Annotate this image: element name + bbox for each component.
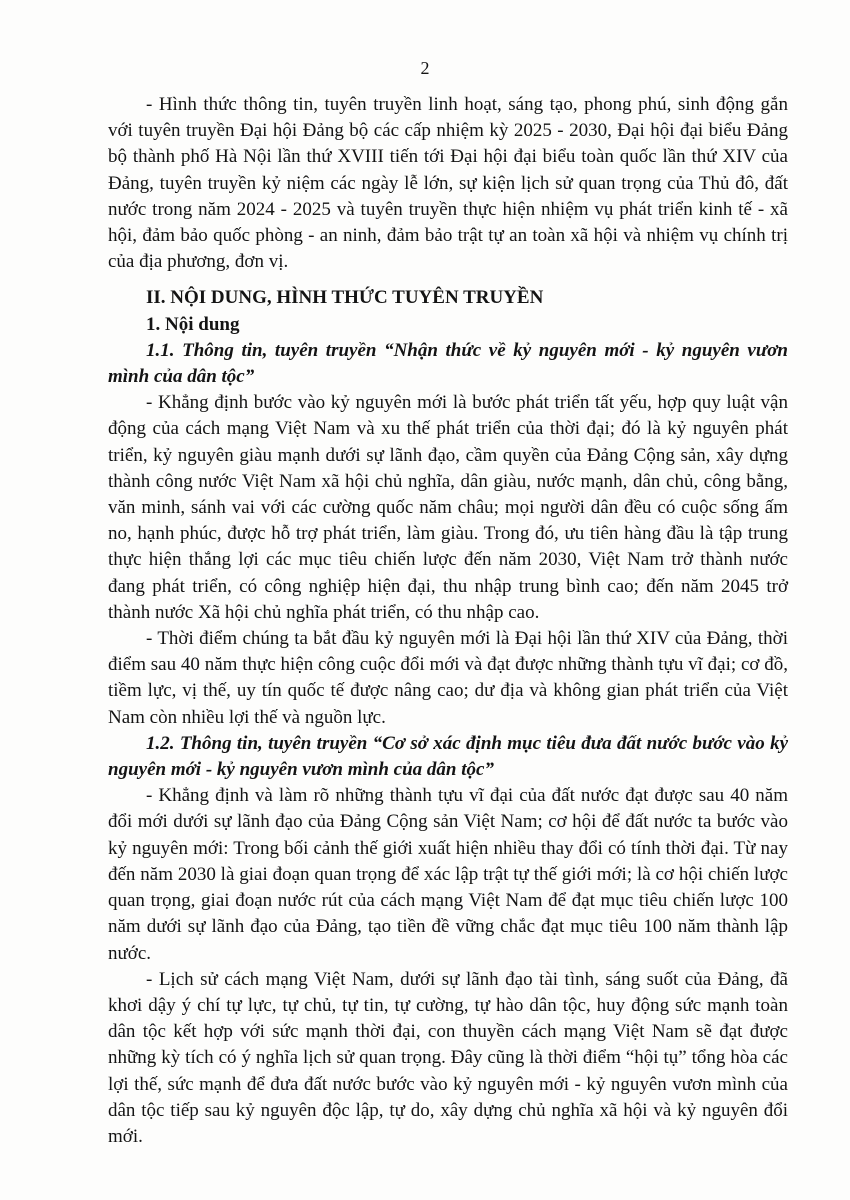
paragraph-new-era-timing: - Thời điểm chúng ta bắt đầu kỷ nguyên mới là Đại hội lần thứ XIV của Đảng, thời điểm sau 40 năm thực hiện công cuộc đổi mới và đạt được những thành tựu vĩ đại; cơ đồ, tiềm lực, vị thế, uy tín quốc tế được nâng cao; dư địa và không gian phát triển của Việt Nam còn nhiều lợi thế và nguồn lực. (108, 628, 788, 728)
section-heading: II. NỘI DUNG, HÌNH THỨC TUYÊN TRUYỀN (146, 287, 544, 309)
paragraph-achievements: - Khẳng định và làm rõ những thành tựu vĩ đại của đất nước đạt được sau 40 năm đổi mới dưới sự lãnh đạo của Đảng Cộng sản Việt Nam; cơ hội để đất nước ta bước vào kỷ nguyên mới: Trong bối cảnh thế giới xuất hiện nhiều thay đổi có tính thời đại. Từ nay đến năm 2030 là giai đoạn quan trọng để xác lập trật tự thế giới mới; là cơ hội chiến lược quan trọng, giai đoạn nước rút của cách mạng Việt Nam để đạt mục tiêu chiến lược 100 năm dưới sự lãnh đạo của Đảng, tạo tiền đề vững chắc đạt mục tiêu 100 năm thành lập nước. (108, 785, 788, 964)
document-body (108, 92, 788, 1150)
paragraph-communication-form: - Hình thức thông tin, tuyên truyền linh hoạt, sáng tạo, phong phú, sinh động gắn với tuyên truyền Đại hội Đảng bộ các cấp nhiệm kỳ 2025 - 2030, Đại hội đại biểu Đảng bộ thành phố Hà Nội lần thứ XVIII tiến tới Đại hội đại biểu toàn quốc lần thứ XIV của Đảng, tuyên truyền kỷ niệm các ngày lễ lớn, sự kiện lịch sử quan trọng của Thủ đô, đất nước trong năm 2024 - 2025 và tuyên truyền thực hiện nhiệm vụ phát triển kinh tế - xã hội, đảm bảo quốc phòng - an ninh, đảm bảo trật tự an toàn xã hội và nhiệm vụ chính trị của địa phương, đơn vị. (108, 94, 788, 273)
item-1-2-heading: 1.2. Thông tin, tuyên truyền “Cơ sở xác định mục tiêu đưa đất nước bước vào kỷ nguyên mới - kỷ nguyên vươn mình của dân tộc” (108, 732, 788, 781)
subsection-heading: 1. Nội dung (146, 313, 240, 335)
page-number: 2 (420, 58, 430, 78)
paragraph-revolution-history: - Lịch sử cách mạng Việt Nam, dưới sự lãnh đạo tài tình, sáng suốt của Đảng, đã khơi dậy ý chí tự lực, tự chủ, tự tin, tự cường, tự hào dân tộc, huy động sức mạnh toàn dân tộc kết hợp với sức mạnh thời đại, con thuyền cách mạng Việt Nam sẽ đạt được những kỳ tích có ý nghĩa lịch sử quan trọng. Đây cũng là thời điểm “hội tụ” tổng hòa các lợi thế, sức mạnh để đưa đất nước bước vào kỷ nguyên mới - kỷ nguyên vươn mình của dân tộc tiếp sau kỷ nguyên độc lập, tự do, xây dựng chủ nghĩa xã hội và kỷ nguyên đổi mới. (108, 968, 788, 1147)
item-1-1-heading: 1.1. Thông tin, tuyên truyền “Nhận thức về kỷ nguyên mới - kỷ nguyên vươn mình của dân tộc” (108, 339, 788, 388)
paragraph-new-era-affirmation: - Khẳng định bước vào kỷ nguyên mới là bước phát triển tất yếu, hợp quy luật vận động của cách mạng Việt Nam và xu thế phát triển của thời đại; đó là kỷ nguyên phát triển, kỷ nguyên giàu mạnh dưới sự lãnh đạo, cầm quyền của Đảng Cộng sản, xây dựng thành công nước Việt Nam xã hội chủ nghĩa, dân giàu, nước mạnh, dân chủ, công bằng, văn minh, sánh vai với các cường quốc năm châu; mọi người dân đều có cuộc sống ấm no, hạnh phúc, được hỗ trợ phát triển, làm giàu. Trong đó, ưu tiên hàng đầu là tập trung thực hiện thắng lợi các mục tiêu chiến lược đến năm 2030, Việt Nam trở thành nước đang phát triển, có công nghiệp hiện đại, thu nhập trung bình cao; đến năm 2045 trở thành nước Xã hội chủ nghĩa phát triển, có thu nhập cao. (108, 392, 788, 623)
